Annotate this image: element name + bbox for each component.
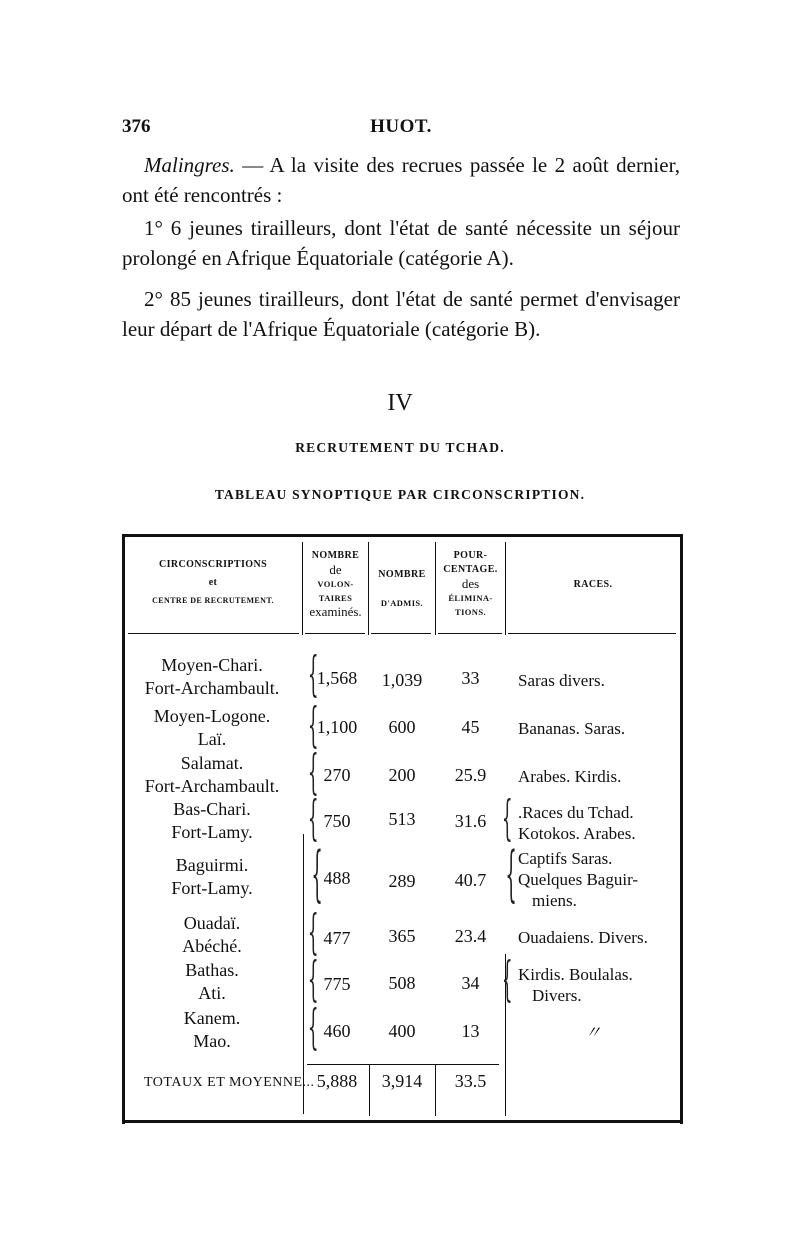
pourcentage-value: 45 (461, 717, 480, 737)
totals-label: TOTAUX ET MOYENNE... (144, 1075, 315, 1090)
admis-value: 400 (388, 1021, 416, 1041)
pourcentage-value: 34 (461, 973, 480, 993)
admis-value: 600 (388, 717, 416, 737)
circonscription-name: Baguirmi. (175, 855, 249, 875)
totals-volontaires: 5,888 (316, 1071, 358, 1091)
races-value: Saras divers. (518, 671, 605, 690)
races-value: Quelques Baguir- (518, 870, 639, 889)
centre-name: Mao. (193, 1031, 231, 1051)
totals-admis: 3,914 (381, 1071, 423, 1091)
volontaires-value: 750 (323, 811, 351, 831)
brace-glyph: { (311, 839, 323, 909)
totals-pourcentage: 33.5 (454, 1071, 487, 1091)
volontaires-value: 775 (323, 974, 351, 994)
section-title: RECRUTEMENT DU TCHAD. (295, 440, 505, 455)
brace-glyph: { (307, 790, 319, 846)
circonscription-name: Ouadaï. (183, 913, 241, 933)
paragraph-label: Malingres. (144, 153, 235, 177)
header-bottom-rule (305, 633, 365, 634)
pourcentage-value: 25.9 (454, 765, 487, 785)
page-number: 376 (122, 116, 151, 137)
brace-glyph: { (307, 951, 319, 1007)
brace-glyph: { (501, 951, 513, 1007)
centre-name: Fort-Archambault. (144, 678, 280, 698)
admis-value: 200 (388, 765, 416, 785)
admis-value: 289 (388, 871, 416, 891)
ditto-mark: 〃 (584, 1023, 602, 1042)
races-value: .Races du Tchad. (518, 803, 634, 822)
brace-glyph: { (307, 646, 319, 702)
races-value: Ouadaiens. Divers. (518, 928, 648, 947)
admis-value: 365 (388, 926, 416, 946)
races-value: miens. (532, 891, 577, 910)
centre-name: Abéché. (182, 936, 242, 956)
running-head: HUOT. (370, 116, 432, 137)
header-bottom-rule (128, 633, 299, 634)
table-caption: TABLEAU SYNOPTIQUE PAR CIRCONSCRIPTION. (214, 487, 586, 502)
admis-value: 1,039 (381, 670, 423, 690)
centre-name: Fort-Lamy. (171, 822, 253, 842)
centre-name: Fort-Archambault. (144, 776, 280, 796)
header-bottom-rule (508, 633, 676, 634)
header-pourcentage: POUR- CENTAGE. des ÉLIMINA- TIONS. (443, 550, 498, 617)
volontaires-value: 270 (323, 765, 351, 785)
races-value: Captifs Saras. (518, 849, 613, 868)
brace-glyph: { (505, 839, 517, 909)
header-volontaires: NOMBRE de VOLON- TAIRES examinés. (309, 550, 362, 619)
circonscription-name: Bathas. (185, 960, 239, 980)
pourcentage-value: 23.4 (454, 926, 487, 946)
header-races: RACES. (573, 579, 613, 590)
header-admis: NOMBRE D'ADMIS. (378, 569, 426, 608)
table-right-rule (680, 534, 683, 1124)
header-circonscriptions: CIRCONSCRIPTIONS et CENTRE DE RECRUTEMENT. (152, 559, 274, 605)
volontaires-value: 1,568 (316, 668, 358, 688)
paragraph-category-b: 2° 85 jeunes tirailleurs, dont l'état de santé permet d'envisager leur départ de l'Afrique Équatoriale (catégorie B). (122, 287, 680, 341)
section-number: IV (387, 390, 413, 416)
recruitment-table (122, 534, 683, 1124)
volontaires-value: 488 (323, 868, 351, 888)
page-header (122, 116, 680, 144)
pourcentage-value: 13 (461, 1021, 480, 1041)
races-value: Arabes. Kirdis. (518, 767, 622, 786)
column-divider (303, 834, 304, 1114)
header-bottom-rule (371, 633, 431, 634)
brace-glyph: { (307, 904, 319, 960)
table-bottom-rule (122, 1120, 683, 1123)
circonscription-name: Salamat. (180, 753, 244, 773)
brace-glyph: { (501, 790, 513, 846)
table-top-rule (122, 534, 683, 537)
centre-name: Laï. (197, 729, 227, 749)
paragraph-category-a: 1° 6 jeunes tirailleurs, dont l'état de santé nécessite un séjour prolongé en Afrique Équatoriale (catégorie A). (122, 216, 680, 270)
races-value: Kirdis. Boulalas. (518, 965, 633, 984)
races-value: Bananas. Saras. (518, 719, 626, 738)
circonscription-name: Bas-Chari. (173, 799, 251, 819)
volontaires-value: 1,100 (316, 717, 358, 737)
admis-value: 508 (388, 973, 416, 993)
pourcentage-value: 40.7 (454, 870, 487, 890)
circonscription-name: Kanem. (183, 1008, 241, 1028)
circonscription-name: Moyen-Logone. (153, 706, 271, 726)
admis-value: 513 (388, 809, 416, 829)
brace-glyph: { (307, 697, 319, 753)
circonscription-name: Moyen-Chari. (161, 655, 263, 675)
centre-name: Fort-Lamy. (171, 878, 253, 898)
paragraph-text: — A la visite des recrues passée le 2 août dernier, ont été rencontrés : (122, 153, 680, 207)
paragraph-malingres (122, 150, 680, 210)
centre-name: Ati. (198, 983, 226, 1003)
brace-glyph: { (307, 744, 319, 800)
races-value: Divers. (532, 986, 582, 1005)
volontaires-value: 460 (323, 1021, 351, 1041)
races-value: Kotokos. Arabes. (518, 824, 636, 843)
header-bottom-rule (438, 633, 502, 634)
pourcentage-value: 33 (461, 668, 480, 688)
volontaires-value: 477 (323, 928, 351, 948)
brace-glyph: { (307, 999, 319, 1055)
totals-rule (307, 1064, 499, 1065)
pourcentage-value: 31.6 (454, 811, 487, 831)
